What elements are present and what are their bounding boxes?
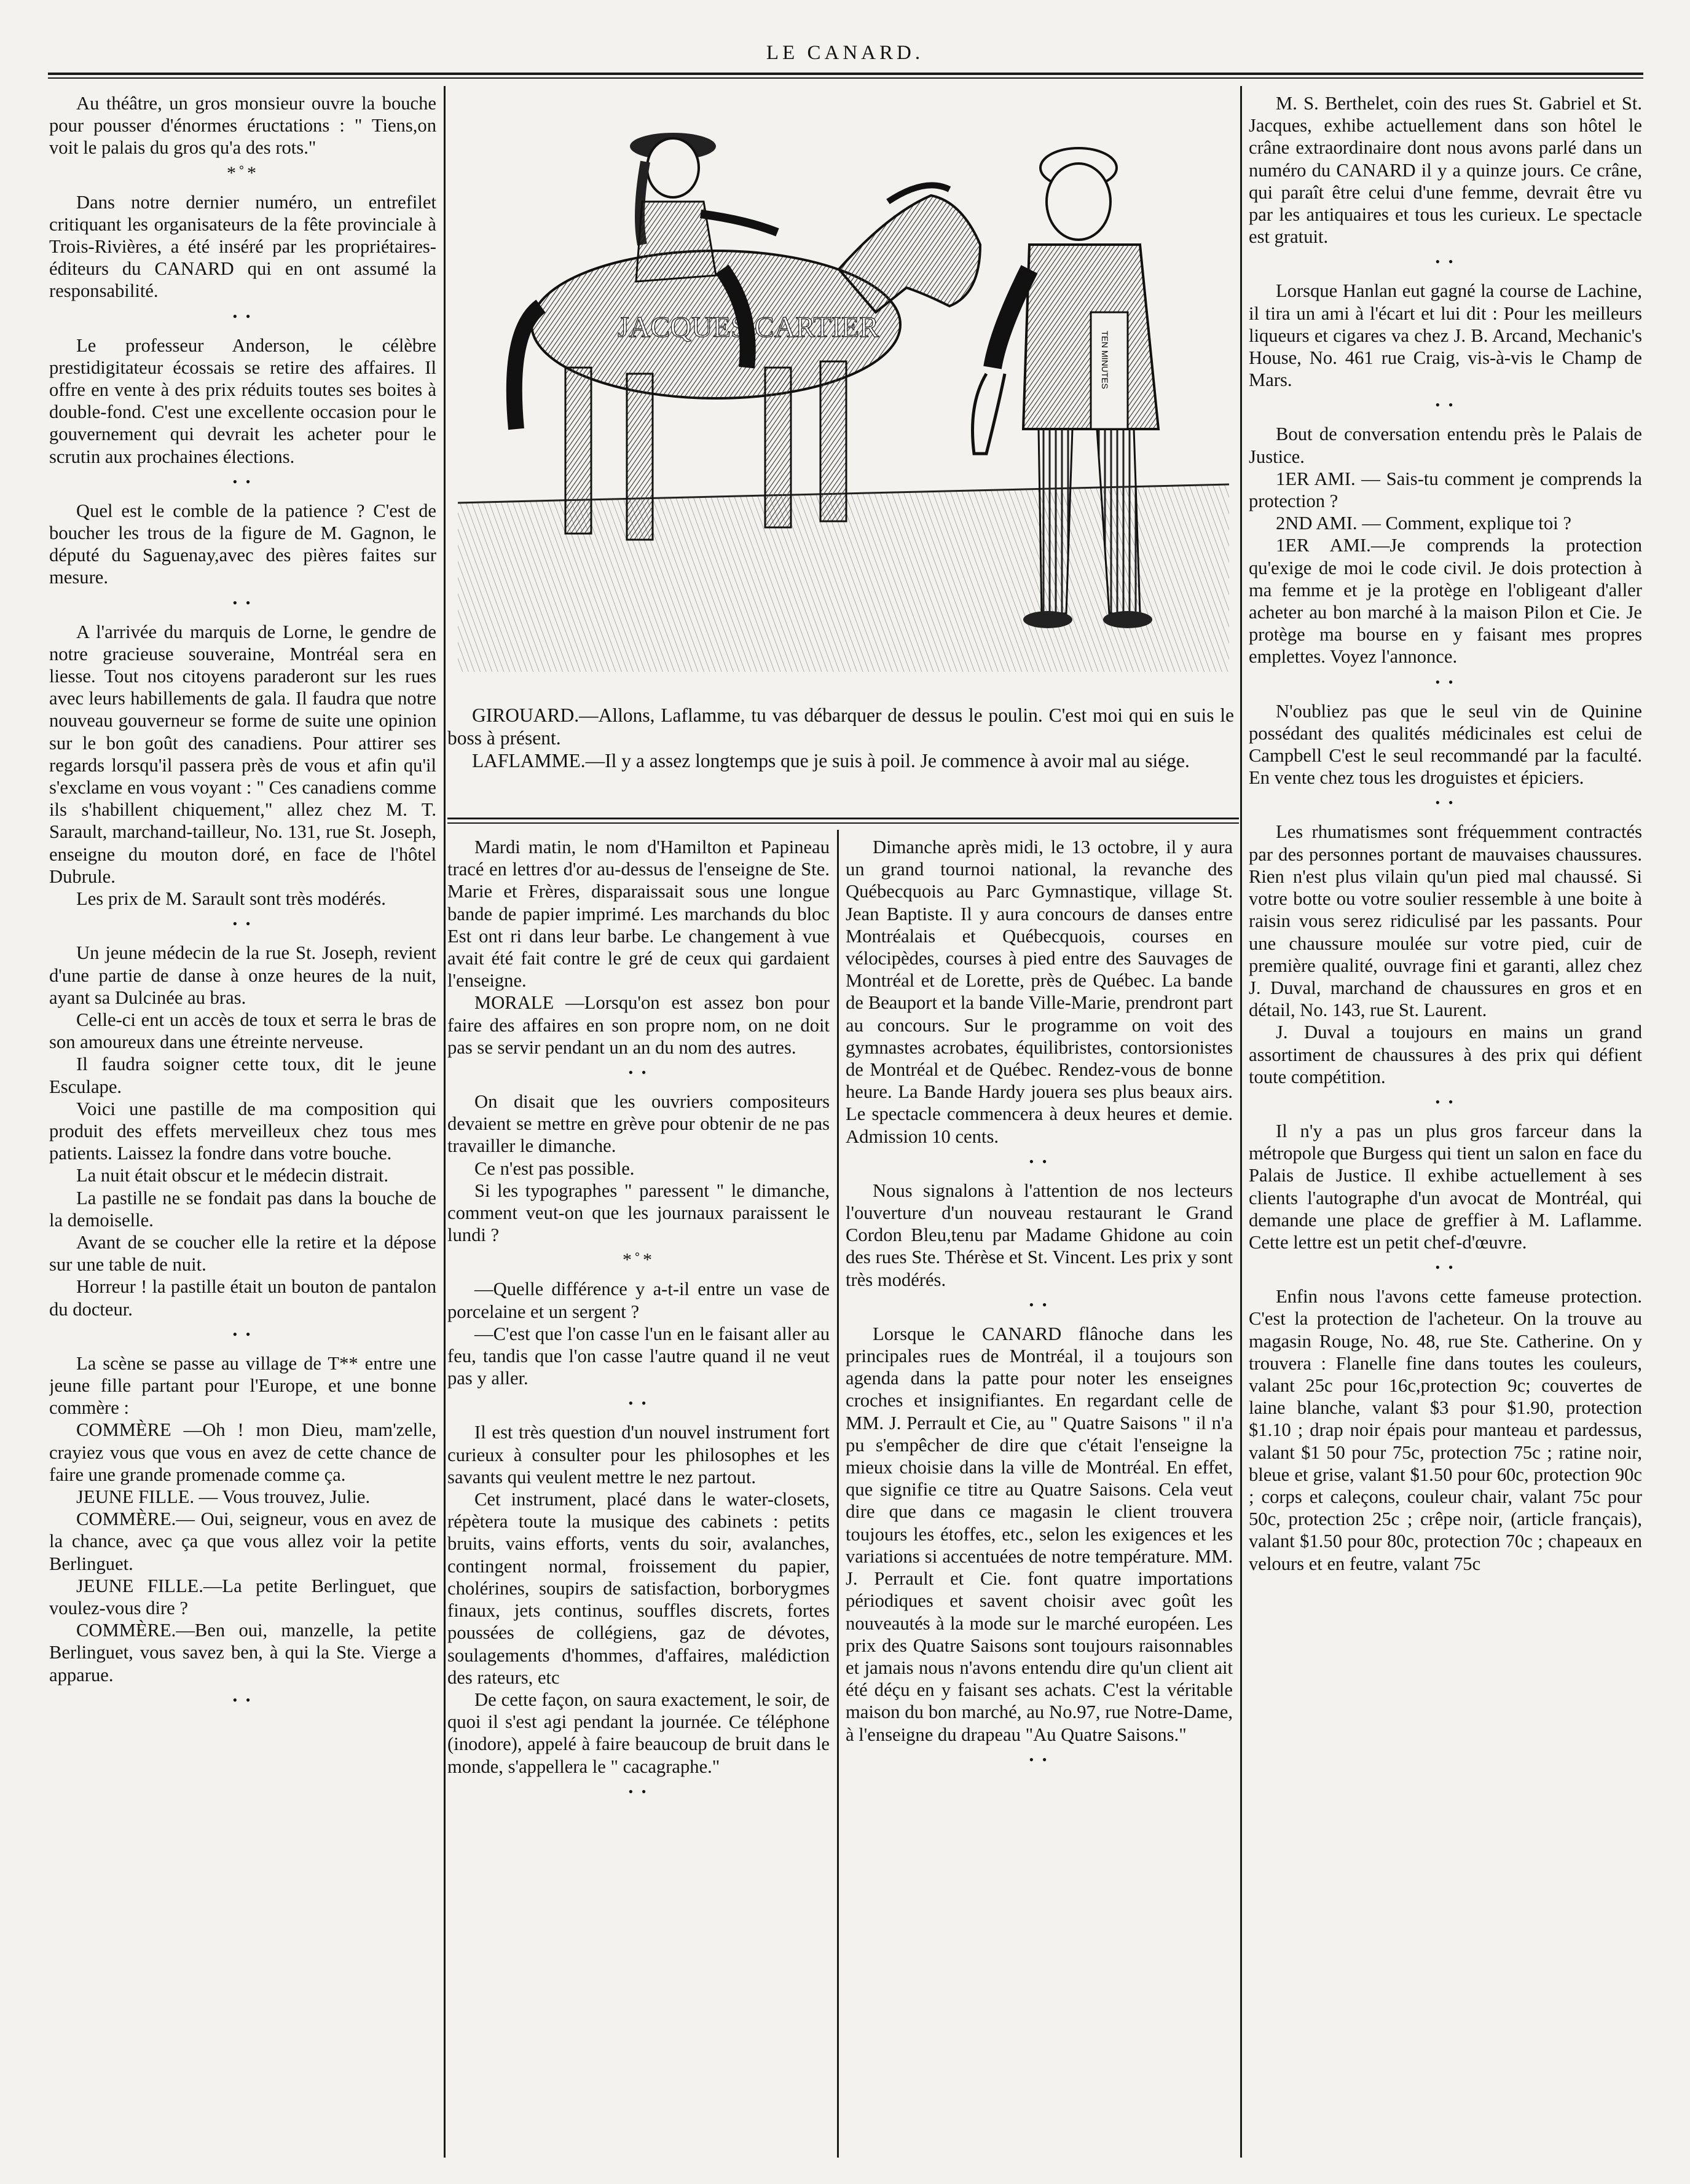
- article-paragraph: N'oubliez pas que le seul vin de Quinine possédant des qualités médicinales est celui de Campbell C'est le seul recommandé par la faculté. En vente chez tous les droguistes et épiciers.: [1249, 700, 1642, 789]
- bag-label: TEN MINUTES: [1100, 331, 1110, 389]
- article-paragraph: Voici une pastille de ma composition qui produit des effets merveilleux chez tous mes patients. Laissez la fondre dans votre bouche.: [49, 1098, 436, 1164]
- separator-mark: • •: [628, 1395, 649, 1411]
- cartoon-illustration: [458, 109, 1229, 672]
- article-paragraph: Le professeur Anderson, le célèbre prestidigitateur écossais se retire des affaires. Il offre en vente à des prix réduits toutes ses boites à double-fond. C'est une excellente occasion pour le gouvernement qui devrait les acheter pour le scrutin aux prochaines élections.: [49, 334, 436, 467]
- article-paragraph: Dans notre dernier numéro, un entrefilet critiquant les organisateurs de la fête provinciale à Trois-Rivières, a été inséré par les propriétaires-éditeurs du CANARD qui en ont assumé la responsabilité.: [49, 191, 436, 302]
- article-paragraph: Quel est le comble de la patience ? C'est de boucher les trous de la figure de M. Gagnon, le député du Saguenay,avec des pières faites sur mesure.: [49, 500, 436, 588]
- article-paragraph: Les prix de M. Sarault sont très modérés.: [76, 888, 386, 910]
- column-middle: [447, 836, 830, 2158]
- column-right: [1249, 92, 1642, 2170]
- article-paragraph: 1ER AMI. — Sais-tu comment je comprends la protection ?: [1249, 468, 1642, 512]
- article-paragraph: COMMÈRE —Oh ! mon Dieu, mam'zelle, crayiez vous que vous en avez de cette chance de faire une grande promenade comme ça.: [49, 1419, 436, 1485]
- article-paragraph: La nuit était obscur et le médecin distrait.: [76, 1165, 389, 1186]
- article-paragraph: Lorsque le CANARD flânoche dans les principales rues de Montréal, il a toujours son agenda dans la patte pour noter les enseignes croches et insignifiantes. En regardant celle de MM. J. Perrault et Cie, au " Quatre Saisons " il n'a pu s'empêcher de dire que c'était l'enseigne la mieux choisie dans la ville de Montréal. En effet, que signifie ce titre au Quatre Saisons. Cela veut dire que dans ce magasin le client trouvera toujours les étoffes, etc., selon les exigences et les variations si accentuées de notre température. MM. J. Perrault et Cie. font quatre importations périodiques et savent choisir avec goût les nouveautés à la mode sur le marché européen. Les prix des Quatre Saisons sont toujours raisonnables et jamais nous n'avons entendu dire qu'un client ait été déçu en y faisant ses achats. C'est la véritable maison du bon marché, au No.97, rue Notre-Dame, à l'enseigne du drapeau "Au Quatre Saisons.": [846, 1323, 1233, 1745]
- article-paragraph: Il faudra soigner cette toux, dit le jeune Esculape.: [49, 1054, 436, 1097]
- separator-mark: • •: [232, 308, 253, 324]
- cartoon-drawing: [458, 109, 1229, 672]
- article-paragraph: Ce n'est pas possible.: [474, 1157, 635, 1179]
- article-paragraph: La scène se passe au village de T** entre une jeune fille partant pour l'Europe, et une bonne commère :: [49, 1352, 436, 1419]
- article-paragraph: Enfin nous l'avons cette fameuse protection. C'est la protection de l'acheteur. On la trouve au magasin Rouge, No. 48, rue Ste. Catherine. On y trouvera : Flanelle fine dans toutes les couleurs, valant 25c pour 16c,protection 9c; couvertes de laine blanche, valant $3 pour $1.90, protection $1.10 ; drap noir épais pour manteau et pardessus, valant $1 50 pour 75c, protection 75c ; ratine noir, bleue et grise, valant $1.50 pour 60c, protection 90c ; corps et caleçons, couleur chair, valant 75c pour 50c, protection 25c ; crêpe noir, (article français), valant $1.50 pour 80c, protection 70c ; chapeaux en velours et en feutre, valant 75c: [1249, 1286, 1642, 1574]
- article-paragraph: MORALE —Lorsqu'on est assez bon pour faire des affaires en son propre nom, on ne doit pas se servir pendant un an du nom des autres.: [447, 992, 830, 1058]
- article-paragraph: Au théâtre, un gros monsieur ouvre la bouche pour pousser d'énormes éructations : " Tiens,on voit le palais du gros qu'a des rots.": [49, 93, 436, 159]
- article-paragraph: Bout de conversation entendu près le Palais de Justice.: [1249, 424, 1642, 467]
- separator-mark: • •: [1435, 795, 1456, 811]
- article-paragraph: Si les typographes " paressent " le dimanche, comment veut-on que les journaux paraissent le lundi ?: [447, 1180, 830, 1246]
- separator-mark: • •: [1435, 254, 1456, 270]
- separator-mark: • •: [232, 473, 253, 489]
- article-paragraph: M. S. Berthelet, coin des rues St. Gabriel et St. Jacques, exhibe actuellement dans son hôtel le crâne extraordinaire dont nous avons parlé dans un numéro du CANARD il y a quinze jours. Ce crâne, qui paraît être celui d'une femme, devrait être vu par les antiquaires et tous les curieux. Le spectacle est gratuit.: [1249, 93, 1642, 248]
- separator-mark: • •: [232, 1326, 253, 1342]
- article-paragraph: —C'est que l'on casse l'un en le faisant aller au feu, tandis que l'on casse l'autre quand il ne veut pas y aller.: [447, 1323, 830, 1389]
- article-paragraph: A l'arrivée du marquis de Lorne, le gendre de notre gracieuse souveraine, Montréal sera en liesse. Tout nos citoyens paraderont sur les rues avec leurs habillements de gala. Il faudra que notre nouveau gouverneur se forme de suite une opinion sur le bon goût des canadiens. Pour attirer ses regards lorsqu'il passera près de vous et afin qu'il s'exclame en vous voyant : " Ces canadiens comme ils s'habillent chiquement," allez chez M. T. Sarault, marchand-tailleur, No. 131, rue St. Joseph, enseigne du mouton doré, en face de l'hôtel Dubrule.: [49, 621, 436, 887]
- separator-mark: *˚*: [623, 1250, 654, 1271]
- footer-mark: • •: [628, 1783, 649, 1799]
- masthead-rule-thick: [48, 73, 1643, 75]
- article-paragraph: Avant de se coucher elle la retire et la dépose sur une table de nuit.: [49, 1231, 436, 1275]
- article-paragraph: JEUNE FILLE.—La petite Berlinguet, que voulez-vous dire ?: [49, 1575, 436, 1618]
- article-paragraph: Dimanche après midi, le 13 octobre, il y aura un grand tournoi national, la revanche des Québecquois au Parc Gymnastique, village St. Jean Baptiste. Il y aura concours de danses entre Montréalais et Québecquois, courses en vélocipèdes, courses à pied entre des Sauvages de Montréal et de Lorette, près de Québec. La bande de Beauport et la bande Ville-Marie, prendront part au concours. Sur le programme on voit des gymnastes acrobates, équilibristes, contorsionistes de Montréal et de Québec. Rendez-vous de bonne heure. La Bande Hardy jouera ses plus beaux airs. Le spectacle commencera à deux heures et demie. Admission 10 cents.: [846, 837, 1233, 1147]
- column-rule-left: [444, 86, 446, 2158]
- article-paragraph: JEUNE FILLE. — Vous trouvez, Julie.: [76, 1486, 371, 1507]
- article-paragraph: Horreur ! la pastille était un bouton de pantalon du docteur.: [49, 1276, 436, 1320]
- separator-mark: • •: [232, 916, 253, 932]
- separator-mark: • •: [232, 594, 253, 610]
- caption-line: GIROUARD.—Allons, Laflamme, tu vas débarquer de dessus le poulin. C'est moi qui en suis le boss à présent.: [447, 704, 1234, 749]
- article-paragraph: Un jeune médecin de la rue St. Joseph, revient d'une partie de danse à onze heures de la nuit, ayant sa Dulcinée au bras.: [49, 942, 436, 1008]
- article-paragraph: De cette façon, on saura exactement, le soir, de quoi il s'est agi pendant la journée. Ce téléphone (inodore), appelé à faire beaucoup de bruit dans le monde, s'appellera le " cacagraphe.": [447, 1689, 830, 1777]
- footer-mark: • •: [1029, 1751, 1050, 1767]
- caption-line: LAFLAMME.—Il y a assez longtemps que je suis à poil. Je commence à avoir mal au siége.: [472, 750, 1190, 771]
- article-paragraph: Lorsque Hanlan eut gagné la course de Lachine, il tira un ami à l'écart et lui dit : Pour les meilleurs liqueurs et cigares va chez J. B. Arcand, Mechanic's House, No. 461 rue Craig, vis-à-vis le Champ de Mars.: [1249, 280, 1642, 391]
- illustration-caption: [447, 704, 1234, 772]
- separator-mark: • •: [1435, 1094, 1456, 1110]
- article-paragraph: Cet instrument, placé dans le water-closets, répètera toute la musique des cabinets : petits bruits, vains efforts, vents du soir, avalanches, contingent normal, froissement du papier, cholérines, soupirs de satisfaction, borborygmes finaux, jets continus, souffles discrets, fortes poussées de collégiens, gaz de dévotes, soulagements d'hommes, d'affaires, malédiction des rateurs, etc: [447, 1489, 830, 1688]
- separator-mark: *˚*: [227, 162, 259, 183]
- masthead: LE CANARD.: [766, 42, 924, 64]
- article-paragraph: —Quelle différence y a-t-il entre un vase de porcelaine et un sergent ?: [447, 1279, 830, 1322]
- article-paragraph: Il est très question d'un nouvel instrument fort curieux à consulter pour les philosophes et les savants qui veulent mettre le nez partout.: [447, 1422, 830, 1488]
- article-paragraph: La pastille ne se fondait pas dans la bouche de la demoiselle.: [49, 1187, 436, 1231]
- horse-label: JACQUES CARTIER: [618, 311, 879, 344]
- column-center: [846, 836, 1233, 2158]
- illustration-bottom-rule-b: [447, 822, 1239, 824]
- separator-mark: • •: [1029, 1296, 1050, 1312]
- article-paragraph: COMMÈRE.—Ben oui, manzelle, la petite Berlinguet, vous savez ben, à qui la Ste. Vierge a apparue.: [49, 1620, 436, 1685]
- masthead-rule-thin: [48, 77, 1643, 79]
- footer-mark: • •: [232, 1692, 253, 1708]
- article-paragraph: 1ER AMI.—Je comprends la protection qu'exige de moi le code civil. Je dois protection à ma femme et je la protège en l'obligeant d'aller acheter au bon marché à la maison Pilon et Cie. Je protège ma bourse en y faisant mes propres emplettes. Voyez l'annonce.: [1249, 535, 1642, 668]
- column-left: [49, 92, 436, 2170]
- column-rule-right: [1240, 86, 1242, 2158]
- separator-mark: • •: [1435, 397, 1456, 413]
- separator-mark: • •: [1029, 1153, 1050, 1169]
- article-paragraph: On disait que les ouvriers compositeurs devaient se mettre en grève pour obtenir de ne pas travailler le dimanche.: [447, 1091, 830, 1157]
- article-paragraph: Mardi matin, le nom d'Hamilton et Papineau tracé en lettres d'or au-dessus de l'enseigne de Ste. Marie et Frères, disparaissait sous une longue bande de papier imprimé. Les marchands du bloc Est ont ri dans leur barbe. Le changement à vue avait été fait contre le gré de ceux qui gardaient l'enseigne.: [447, 837, 830, 991]
- article-paragraph: Nous signalons à l'attention de nos lecteurs l'ouverture d'un nouveau restaurant le Grand Cordon Bleu,tenu par Madame Ghidone au coin des rues Ste. Thérèse et St. Vincent. Les prix y sont très modérés.: [846, 1180, 1233, 1290]
- article-paragraph: Les rhumatismes sont fréquemment contractés par des personnes portant de mauvaises chaussures. Rien n'est plus vilain qu'un pied mal chaussé. Si votre botte ou votre soulier ressemble à une boite à raisin vous serez ridiculisé par les passants. Pour une chaussure moulée sur votre pied, cuir de première qualité, ouvrage fini et garanti, allez chez J. Duval, marchand de chaussures en gros et en détail, No. 143, rue St. Laurent.: [1249, 821, 1642, 1021]
- article-paragraph: Il n'y a pas un plus gros farceur dans la métropole que Burgess qui tient un salon en face du Palais de Justice. Il exhibe actuellement à ses clients l'autographe d'un avocat de Montréal, qui demande une place de greffier à M. Laflamme. Cette lettre est un petit chef-d'œuvre.: [1249, 1120, 1642, 1253]
- separator-mark: • •: [1435, 1260, 1456, 1275]
- article-paragraph: COMMÈRE.— Oui, seigneur, vous en avez de la chance, avec ça que vous allez voir la petite Berlinguet.: [49, 1508, 436, 1574]
- column-rule-middle: [837, 830, 839, 2158]
- separator-mark: • •: [1435, 674, 1456, 690]
- separator-mark: • •: [628, 1065, 649, 1081]
- illustration-bottom-rule-a: [447, 818, 1239, 819]
- article-paragraph: Celle-ci ent un accès de toux et serra le bras de son amoureux dans une étreinte nerveuse.: [49, 1009, 436, 1053]
- article-paragraph: J. Duval a toujours en mains un grand assortiment de chaussures à des prix qui défient toute compétition.: [1249, 1022, 1642, 1087]
- article-paragraph: 2ND AMI. — Comment, explique toi ?: [1276, 513, 1571, 534]
